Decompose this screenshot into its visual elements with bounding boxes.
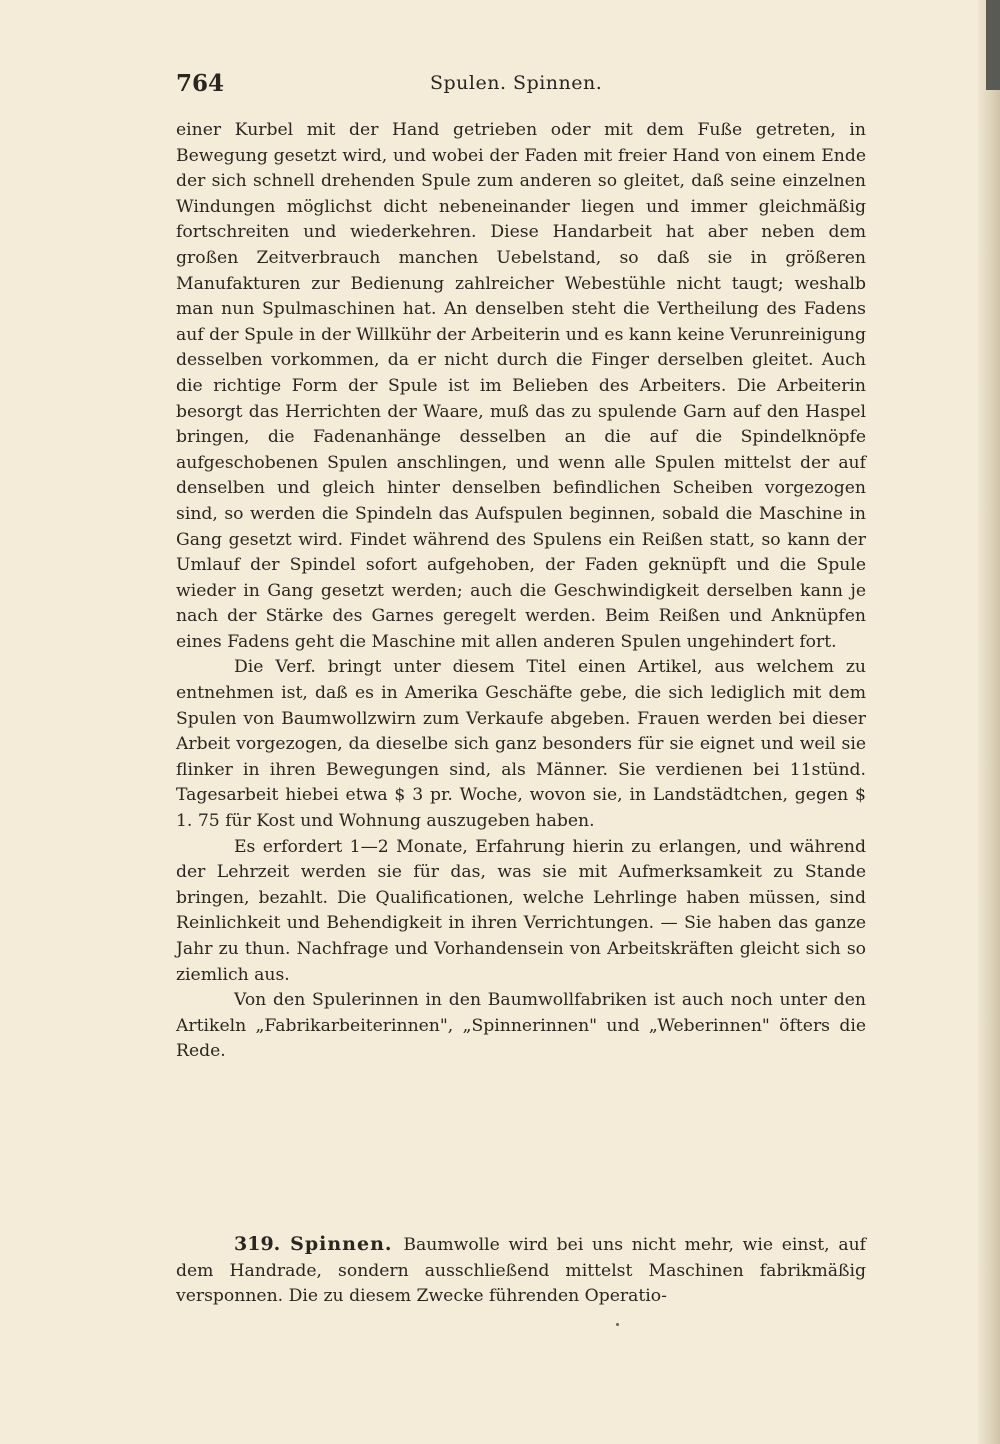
body-text [176, 118, 866, 1065]
page-edge-strip [986, 0, 1000, 90]
stray-ink-mark [616, 1323, 619, 1326]
page-number: 764 [176, 70, 225, 97]
page-header [176, 70, 866, 104]
paragraph-2: Die Verf. bringt unter diesem Titel einen Artikel, aus welchem zu entnehmen ist, daß es in Amerika Geschäfte gebe, die sich lediglich mit dem Spulen von Baumwollzwirn zum Verkaufe abgeben. Frauen werden bei dieser Arbeit vorgezogen, da dieselbe sich ganz besonders für sie eignet und weil sie flinker in ihren Bewegungen sind, als Männer. Sie verdienen bei 11stünd. Tagesarbeit hiebei etwa $ 3 pr. Woche, wovon sie, in Landstädtchen, gegen $ 1. 75 für Kost und Wohnung auszugeben haben. [176, 657, 866, 832]
paragraph-3: Es erfordert 1—2 Monate, Erfahrung hierin zu erlangen, und während der Lehrzeit werden sie für das, was sie mit Aufmerksamkeit zu Stande bringen, bezahlt. Die Qualificationen, welche Lehrlinge haben müssen, sind Reinlichkeit und Behendigkeit in ihren Verrichtungen. — Sie haben das ganze Jahr zu thun. Nachfrage und Vorhandensein von Arbeitskräften gleicht sich so ziemlich aus. [176, 836, 866, 985]
section-title: Spinnen. [290, 1233, 404, 1255]
section-number: 319. [234, 1233, 291, 1255]
paragraph-1: einer Kurbel mit der Hand getrieben oder mit dem Fuße getreten, in Bewegung gesetzt wird, und wobei der Faden mit freier Hand von einem Ende der sich schnell drehenden Spule zum anderen so gleitet, daß seine einzelnen Windungen möglichst dicht nebeneinander liegen und immer gleichmäßig fortschreiten und wiederkehren. Diese Handarbeit hat aber neben dem großen Zeitverbrauch manchen Uebelstand, so daß sie in größeren Manufakturen zur Bedienung zahlreicher Webestühle nicht taugt; weshalb man nun Spulmaschinen hat. An denselben steht die Vertheilung des Fadens auf der Spule in der Willkühr der Arbeiterin und es kann keine Verunreinigung desselben vorkommen, da er nicht durch die Finger derselben gleitet. Auch die richtige Form der Spule ist im Belieben des Arbeiters. Die Arbeiterin besorgt das Herrichten der Waare, muß das zu spulende Garn auf den Haspel bringen, die Fadenanhänge desselben an die auf die Spindelknöpfe aufgeschobenen Spulen anschlingen, und wenn alle Spulen mittelst der auf denselben und gleich hinter denselben befindlichen Scheiben vorgezogen sind, so werden die Spindeln das Aufspulen beginnen, sobald die Maschine in Gang gesetzt wird. Findet während des Spulens ein Reißen statt, so kann der Umlauf der Spindel sofort aufgehoben, der Faden geknüpft und die Spule wieder in Gang gesetzt werden; auch die Geschwindigkeit derselben kann je nach der Stärke des Garnes geregelt werden. Beim Reißen und Anknüpfen eines Fadens geht die Maschine mit allen anderen Spulen ungehindert fort. [176, 120, 866, 652]
section-text: Baumwolle wird bei uns nicht mehr, wie einst, auf dem Handrade, sondern ausschließend mittelst Maschinen fabrikmäßig versponnen. Die zu diesem Zwecke führenden Operatio- [176, 1235, 867, 1307]
running-title: Spulen. Spinnen. [430, 72, 603, 94]
page-edge [978, 0, 1000, 1444]
paragraph-4: Von den Spulerinnen in den Baumwollfabriken ist auch noch unter den Artikeln „Fabrikarbeiterinnen", „Spinnerinnen" und „Weberinnen" öfters die Rede. [176, 990, 866, 1062]
section-319 [176, 1232, 866, 1310]
